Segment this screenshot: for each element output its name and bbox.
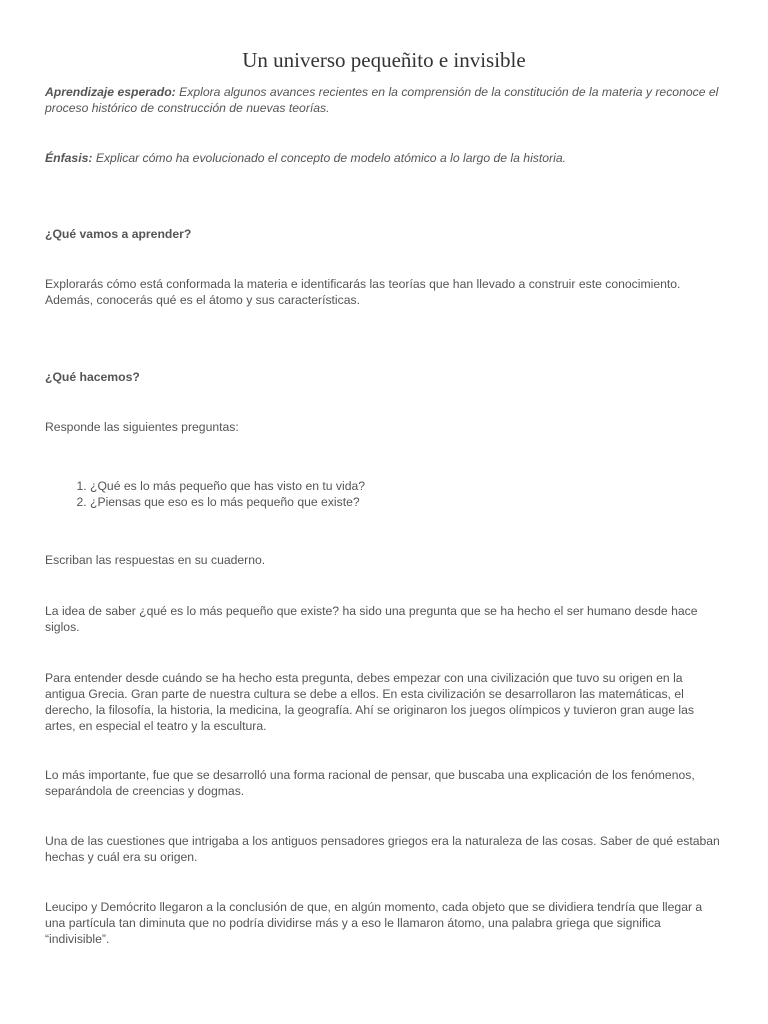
body-paragraph: Escriban las respuestas en su cuaderno. [45,553,266,567]
section-heading-learn: ¿Qué vamos a aprender? [45,227,192,241]
body-paragraph: Una de las cuestiones que intrigaba a los antiguos pensadores griegos era la naturaleza de las cosas. Saber de qué estaban hechas y cuál era su origen. [45,834,720,864]
emphasis [45,150,725,166]
body-paragraph: Lo más importante, fue que se desarrolló una forma racional de pensar, que buscaba una explicación de los fenómenos, separándola de creencias y dogmas. [45,768,695,798]
emphasis-text: Explicar cómo ha evolucionado el concepto de modelo atómico a lo largo de la historia. [95,151,566,165]
body-paragraph: Leucipo y Demócrito llegaron a la conclusión de que, en algún momento, cada objeto que se dividiera tendría que llegar a una partícula tan diminuta que no podría dividirse más y a eso le llamaron átomo, una palabra griega que significa “indivisible”. [45,900,703,946]
list-item: 1. ¿Qué es lo más pequeño que has visto en tu vida? [90,478,725,494]
questions-list [45,478,725,510]
body-paragraph: Para entender desde cuándo se ha hecho esta pregunta, debes empezar con una civilización que tuvo su origen en la antigua Grecia. Gran parte de nuestra cultura se debe a ellos. En esta civilización se desarrollaron las matemáticas, el derecho, la filosofía, la historia, la medicina, la geografía. Ahí se originaron los juegos olímpicos y tuvieron gran auge las artes, en especial el teatro y la escultura. [45,671,695,733]
section-paragraph-learn: Explorarás cómo está conformada la materia e identificarás las teorías que han llevado a construir este conocimiento. Además, conocerás qué es el átomo y sus características. [45,277,681,307]
questions-intro: Responde las siguientes preguntas: [45,420,239,434]
emphasis-label: Énfasis: [45,151,93,165]
learning-objective-label: Aprendizaje esperado: [45,85,176,99]
section-heading-do: ¿Qué hacemos? [45,370,140,384]
learning-objective [45,84,725,116]
body-paragraph: La idea de saber ¿qué es lo más pequeño que existe? ha sido una pregunta que se ha hecho el ser humano desde hace siglos. [45,604,698,634]
document-title: Un universo pequeñito e invisible [242,48,526,72]
list-item: 2. ¿Piensas que eso es lo más pequeño que existe? [90,494,725,510]
learning-objective-text: Explora algunos avances recientes en la comprensión de la constitución de la materia y reconoce el proceso histórico de construcción de nuevas teorías. [45,85,719,115]
